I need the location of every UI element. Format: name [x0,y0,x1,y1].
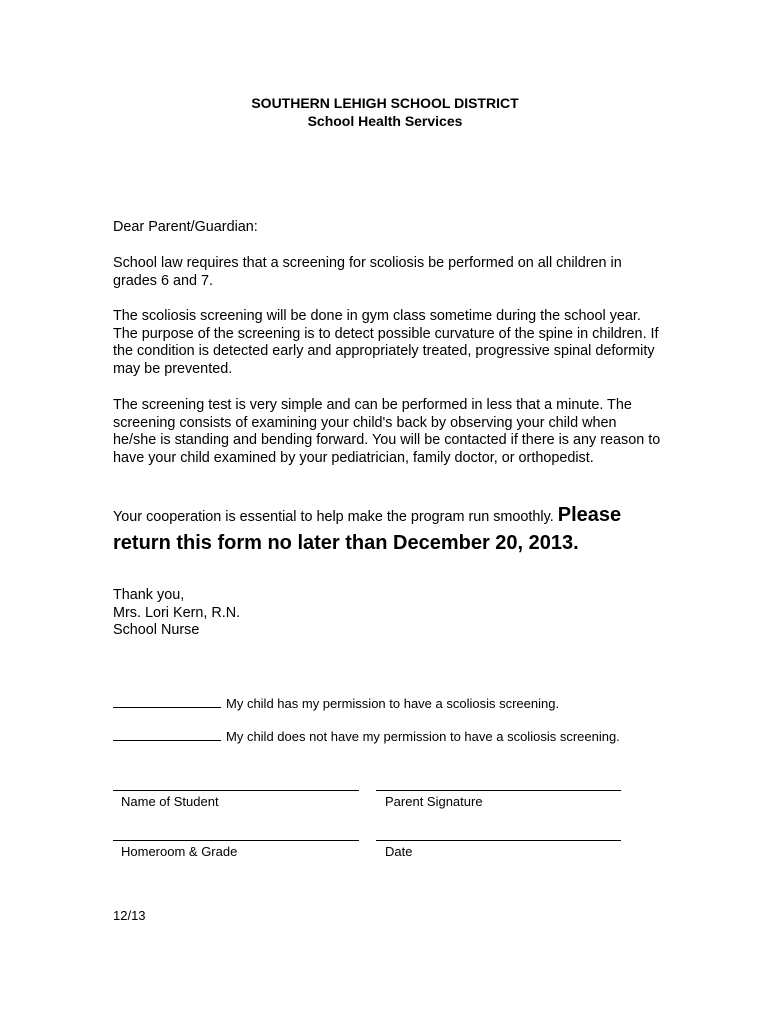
district-name: SOUTHERN LEHIGH SCHOOL DISTRICT [251,95,519,111]
department-name: School Health Services [307,113,463,129]
paragraph-screening-purpose: The scoliosis screening will be done in gym class sometime during the school year. The purpose of the screening is to detect possible curvature of the spine in children. If the condition is detected early and appropriately treated, progressive spinal deformity may be prevented. [113,308,659,377]
date-line[interactable] [376,840,621,841]
salutation: Dear Parent/Guardian: [113,219,258,235]
student-name-label: Name of Student [121,794,219,809]
return-deadline-text: Please return this form no later than December 20, 2013. [113,504,622,554]
permission-no-row [113,729,620,745]
homeroom-grade-label: Homeroom & Grade [121,844,238,859]
paragraph-screening-procedure: The screening test is very simple and can be performed in less that a minute. The screening consists of examining your child's back by observing your child when he/she is standing and bending forward. You will be contacted if there is any reason to have your child examined by your pediatrician, family doctor, or orthopedist. [113,397,661,466]
permission-no-label: My child does not have my permission to have a scoliosis screening. [226,729,620,744]
signoff [113,587,663,640]
parent-signature-line[interactable] [376,790,621,791]
parent-signature-label: Parent Signature [385,794,483,809]
permission-yes-label: My child has my permission to have a scoliosis screening. [226,696,560,711]
permission-no-blank[interactable] [113,729,221,741]
signer-name: Mrs. Lori Kern, R.N. [113,604,241,621]
cooperation-text: Your cooperation is essential to help make the program run smoothly. [113,509,558,525]
permission-yes-blank[interactable] [113,696,221,708]
letterhead [0,94,770,130]
homeroom-grade-line[interactable] [113,840,359,841]
paragraph-return-request [113,502,663,558]
signer-title: School Nurse [113,622,200,639]
paragraph-screening-requirement: School law requires that a screening for scoliosis be performed on all children in grades 6 and 7. [113,255,622,289]
student-name-line[interactable] [113,790,359,791]
closing: Thank you, [113,587,185,603]
revision-code: 12/13 [113,908,146,923]
date-label: Date [385,844,413,859]
permission-yes-row [113,696,559,712]
